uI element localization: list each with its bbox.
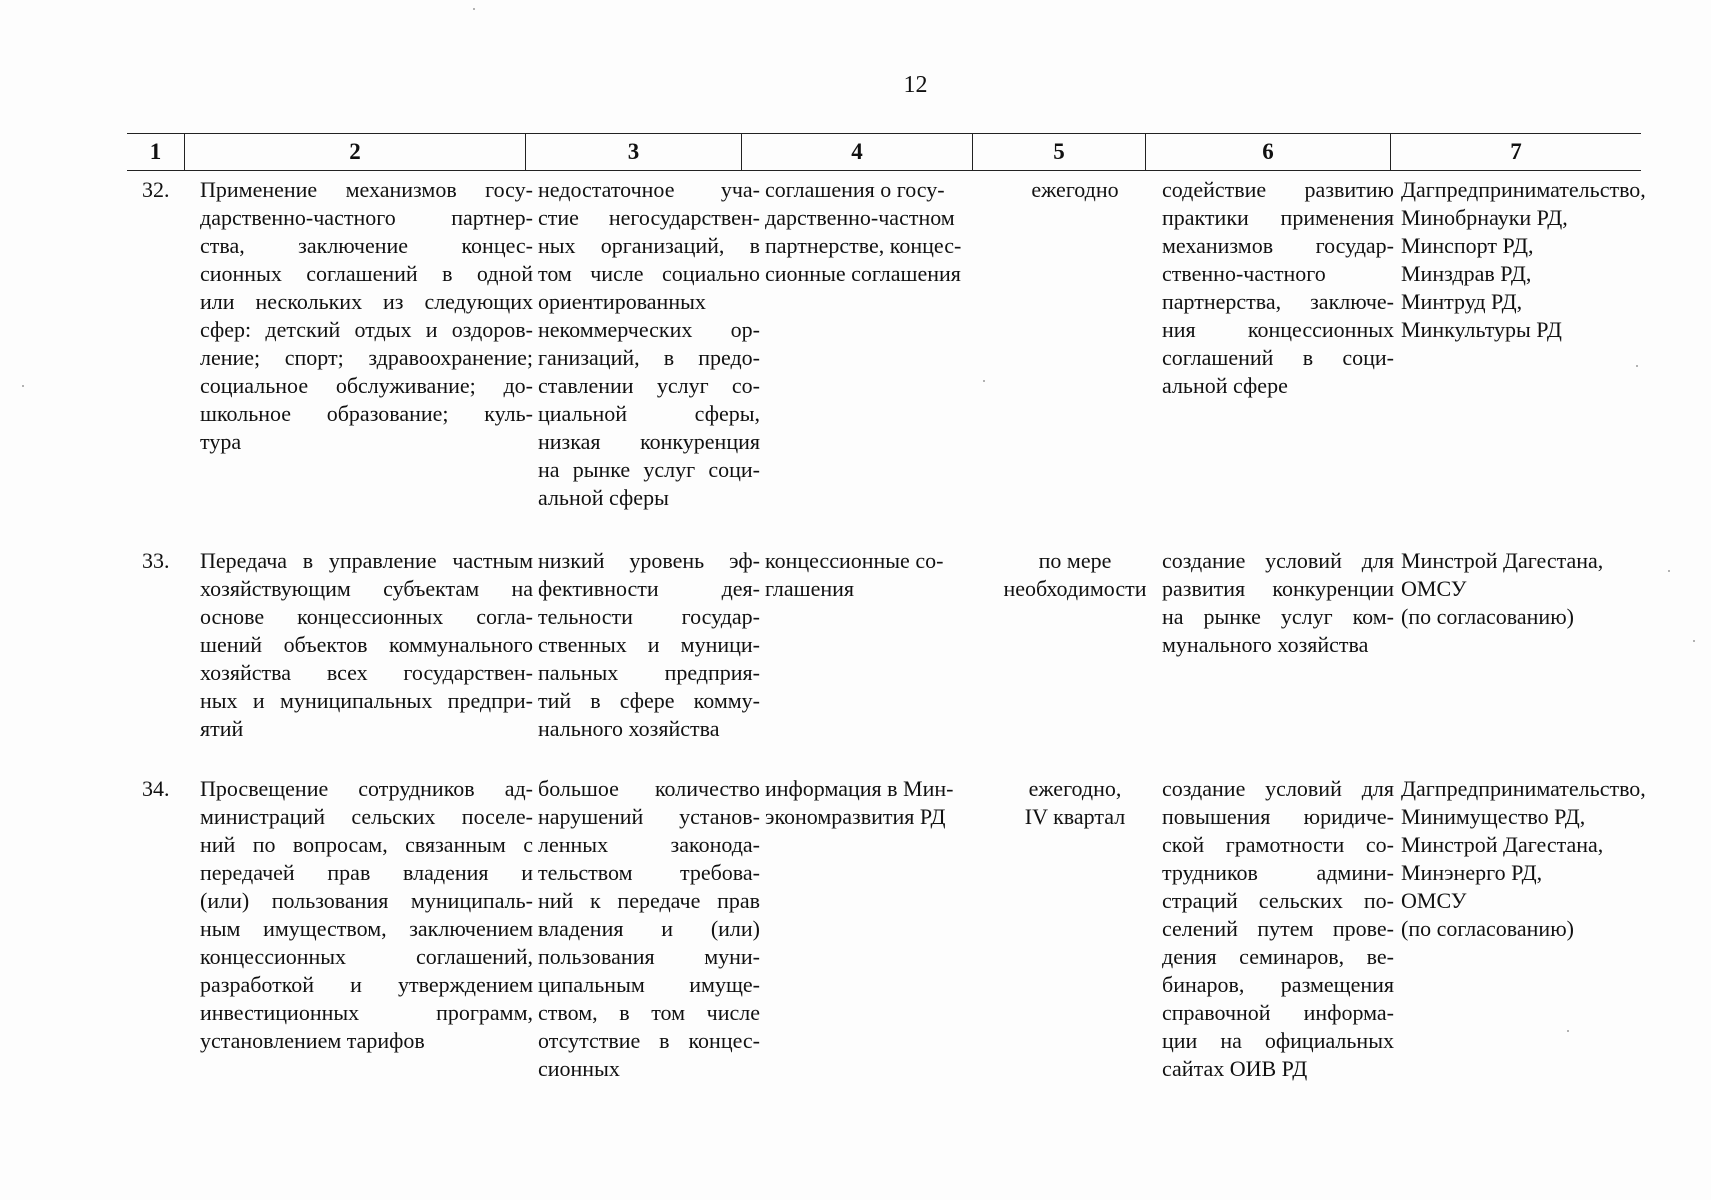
text-line: хозяйства всех государствен- — [200, 660, 533, 685]
text-line: ление; спорт; здравоохранение; — [200, 345, 533, 370]
cell-deadline — [988, 547, 1162, 603]
text-line: альной сферы — [538, 485, 669, 510]
text-line: трудников админи- — [1162, 860, 1394, 885]
text-line: создание условий для — [1162, 548, 1394, 573]
text-line: страций сельских по- — [1162, 888, 1394, 913]
text-line: передачей прав владения и — [200, 860, 533, 885]
text-line: альной сфере — [1162, 373, 1288, 398]
text-line: ставлении услуг со- — [538, 373, 760, 398]
text-line: глашения — [765, 576, 855, 601]
text-line: сионные соглашения — [765, 261, 961, 286]
text-line: ципальным имуще- — [538, 972, 760, 997]
text-line: ежегодно, — [1028, 776, 1122, 801]
text-line: циальной сферы, — [538, 401, 760, 426]
text-line: (по согласованию) — [1401, 604, 1574, 629]
column-header-1: 1 — [149, 139, 162, 164]
text-line: пальных предприя- — [538, 660, 760, 685]
scan-speck — [473, 8, 475, 10]
text-line: нального хозяйства — [538, 716, 720, 741]
text-line: по мере — [1038, 548, 1112, 573]
text-line: сфер: детский отдых и оздоров- — [200, 317, 533, 342]
text-line: Просвещение сотрудников ад- — [200, 776, 533, 801]
text-line: соглашений в соци- — [1162, 345, 1394, 370]
text-line: IV квартал — [1024, 804, 1126, 829]
text-line: ством, в том числе — [538, 1000, 760, 1025]
cell-problem — [538, 775, 760, 1083]
text-line: информация в Мин- — [765, 776, 954, 801]
text-line: партнерства, заключе- — [1162, 289, 1394, 314]
cell-result — [1162, 775, 1394, 1083]
text-line: ний к передаче прав — [538, 888, 760, 913]
cell-deadline — [988, 775, 1162, 831]
text-line: Минимущество РД, — [1401, 804, 1586, 829]
text-line: дарственно-частном — [765, 205, 955, 230]
text-line: ежегодно — [1031, 177, 1119, 202]
text-line: ственно-частного — [1162, 261, 1326, 286]
text-line: низкая конкуренция — [538, 429, 760, 454]
scan-speck — [1636, 365, 1638, 367]
cell-document — [765, 176, 985, 288]
text-line: ятий — [200, 716, 244, 741]
column-header-3: 3 — [525, 134, 741, 170]
cell-measure — [200, 176, 533, 456]
text-line: экономразвития РД — [765, 804, 946, 829]
text-line: недостаточное уча- — [538, 177, 760, 202]
text-line: Минэнерго РД, — [1401, 860, 1543, 885]
text-line: нарушений установ- — [538, 804, 760, 829]
row-number: 34. — [142, 776, 170, 801]
text-line: ской грамотности со- — [1162, 832, 1394, 857]
text-line: Применение механизмов госу- — [200, 177, 533, 202]
text-line: ОМСУ — [1401, 576, 1467, 601]
text-line: установлением тарифов — [200, 1028, 425, 1053]
cell-measure — [200, 547, 533, 743]
text-line: сайтах ОИВ РД — [1162, 1056, 1308, 1081]
text-line: Минздрав РД, — [1401, 261, 1532, 286]
cell-result — [1162, 547, 1394, 659]
text-line: министраций сельских поселе- — [200, 804, 533, 829]
cell-measure — [200, 775, 533, 1055]
row-number: 33. — [142, 548, 170, 573]
text-line: Дагпредпринимательство, — [1401, 776, 1646, 801]
cell-deadline — [988, 176, 1162, 204]
cell-document — [765, 775, 985, 831]
text-line: тура — [200, 429, 242, 454]
text-line: разработкой и утверждением — [200, 972, 533, 997]
text-line: повышения юридиче- — [1162, 804, 1394, 829]
text-line: партнерстве, концес- — [765, 233, 962, 258]
text-line: стие негосударствен- — [538, 205, 760, 230]
text-line: ганизаций, в предо- — [538, 345, 760, 370]
column-header-7: 7 — [1390, 134, 1641, 170]
text-line: ным имуществом, заключением — [200, 916, 533, 941]
text-line: владения и (или) — [538, 916, 760, 941]
text-line: концессионных соглашений, — [200, 944, 533, 969]
table-header — [127, 133, 1641, 171]
text-line: дения семинаров, ве- — [1162, 944, 1394, 969]
text-line: сионных — [538, 1056, 620, 1081]
text-line: ственных и муници- — [538, 632, 760, 657]
cell-executors — [1401, 547, 1669, 631]
text-line: создание условий для — [1162, 776, 1394, 801]
text-line: Минстрой Дагестана, — [1401, 548, 1604, 573]
text-line: некоммерческих ор- — [538, 317, 760, 342]
cell-executors — [1401, 775, 1669, 943]
cell-problem — [538, 176, 760, 512]
text-line: соглашения о госу- — [765, 177, 945, 202]
text-line: Минтруд РД, — [1401, 289, 1523, 314]
text-line: практики применения — [1162, 205, 1394, 230]
text-line: ленных законода- — [538, 832, 760, 857]
page-number: 12 — [903, 72, 928, 98]
text-line: ний по вопросам, связанным с — [200, 832, 533, 857]
text-line: том числе социально — [538, 261, 760, 286]
text-line: (по согласованию) — [1401, 916, 1574, 941]
scan-speck — [1693, 640, 1695, 642]
text-line: ориентированных — [538, 289, 706, 314]
row-number: 32. — [142, 177, 170, 202]
text-line: инвестиционных программ, — [200, 1000, 533, 1025]
text-line: содействие развитию — [1162, 177, 1394, 202]
text-line: справочной информа- — [1162, 1000, 1394, 1025]
text-line: ции на официальных — [1162, 1028, 1394, 1053]
text-line: тельности государ- — [538, 604, 760, 629]
scan-speck — [22, 385, 24, 387]
column-header-6: 6 — [1145, 134, 1390, 170]
text-line: тельством требова- — [538, 860, 760, 885]
text-line: основе концессионных согла- — [200, 604, 533, 629]
text-line: тий в сфере комму- — [538, 688, 760, 713]
text-line: Минспорт РД, — [1401, 233, 1534, 258]
text-line: необходимости — [1003, 576, 1147, 601]
text-line: социальное обслуживание; до- — [200, 373, 533, 398]
text-line: Минстрой Дагестана, — [1401, 832, 1604, 857]
text-line: механизмов государ- — [1162, 233, 1394, 258]
column-header-5: 5 — [972, 134, 1145, 170]
scan-speck — [1567, 1030, 1569, 1032]
text-line: школьное образование; куль- — [200, 401, 533, 426]
text-line: фективности дея- — [538, 576, 760, 601]
text-line: ства, заключение концес- — [200, 233, 533, 258]
text-line: на рынке услуг ком- — [1162, 604, 1394, 629]
text-line: низкий уровень эф- — [538, 548, 760, 573]
text-line: ных и муниципальных предпри- — [200, 688, 533, 713]
text-line: большое количество — [538, 776, 760, 801]
cell-result — [1162, 176, 1394, 400]
text-line: концессионные со- — [765, 548, 944, 573]
text-line: Передача в управление частным — [200, 548, 533, 573]
text-line: шений объектов коммунального — [200, 632, 533, 657]
scan-speck — [1668, 570, 1670, 572]
cell-problem — [538, 547, 760, 743]
text-line: ных организаций, в — [538, 233, 760, 258]
text-line: Дагпредпринимательство, — [1401, 177, 1646, 202]
text-line: отсутствие в концес- — [538, 1028, 760, 1053]
cell-document — [765, 547, 985, 603]
text-line: или нескольких из следующих — [200, 289, 533, 314]
column-header-2: 2 — [184, 134, 525, 170]
text-line: бинаров, размещения — [1162, 972, 1394, 997]
column-header-4: 4 — [741, 134, 972, 170]
text-line: на рынке услуг соци- — [538, 457, 760, 482]
text-line: ОМСУ — [1401, 888, 1467, 913]
text-line: мунального хозяйства — [1162, 632, 1369, 657]
text-line: пользования муни- — [538, 944, 760, 969]
text-line: Минобрнауки РД, — [1401, 205, 1568, 230]
text-line: дарственно-частного партнер- — [200, 205, 533, 230]
text-line: развития конкуренции — [1162, 576, 1394, 601]
scan-speck — [983, 380, 985, 382]
cell-executors — [1401, 176, 1669, 344]
text-line: (или) пользования муниципаль- — [200, 888, 533, 913]
text-line: Минкультуры РД — [1401, 317, 1562, 342]
text-line: сионных соглашений в одной — [200, 261, 533, 286]
text-line: хозяйствующим субъектам на — [200, 576, 533, 601]
text-line: селений путем прове- — [1162, 916, 1394, 941]
text-line: ния концессионных — [1162, 317, 1394, 342]
